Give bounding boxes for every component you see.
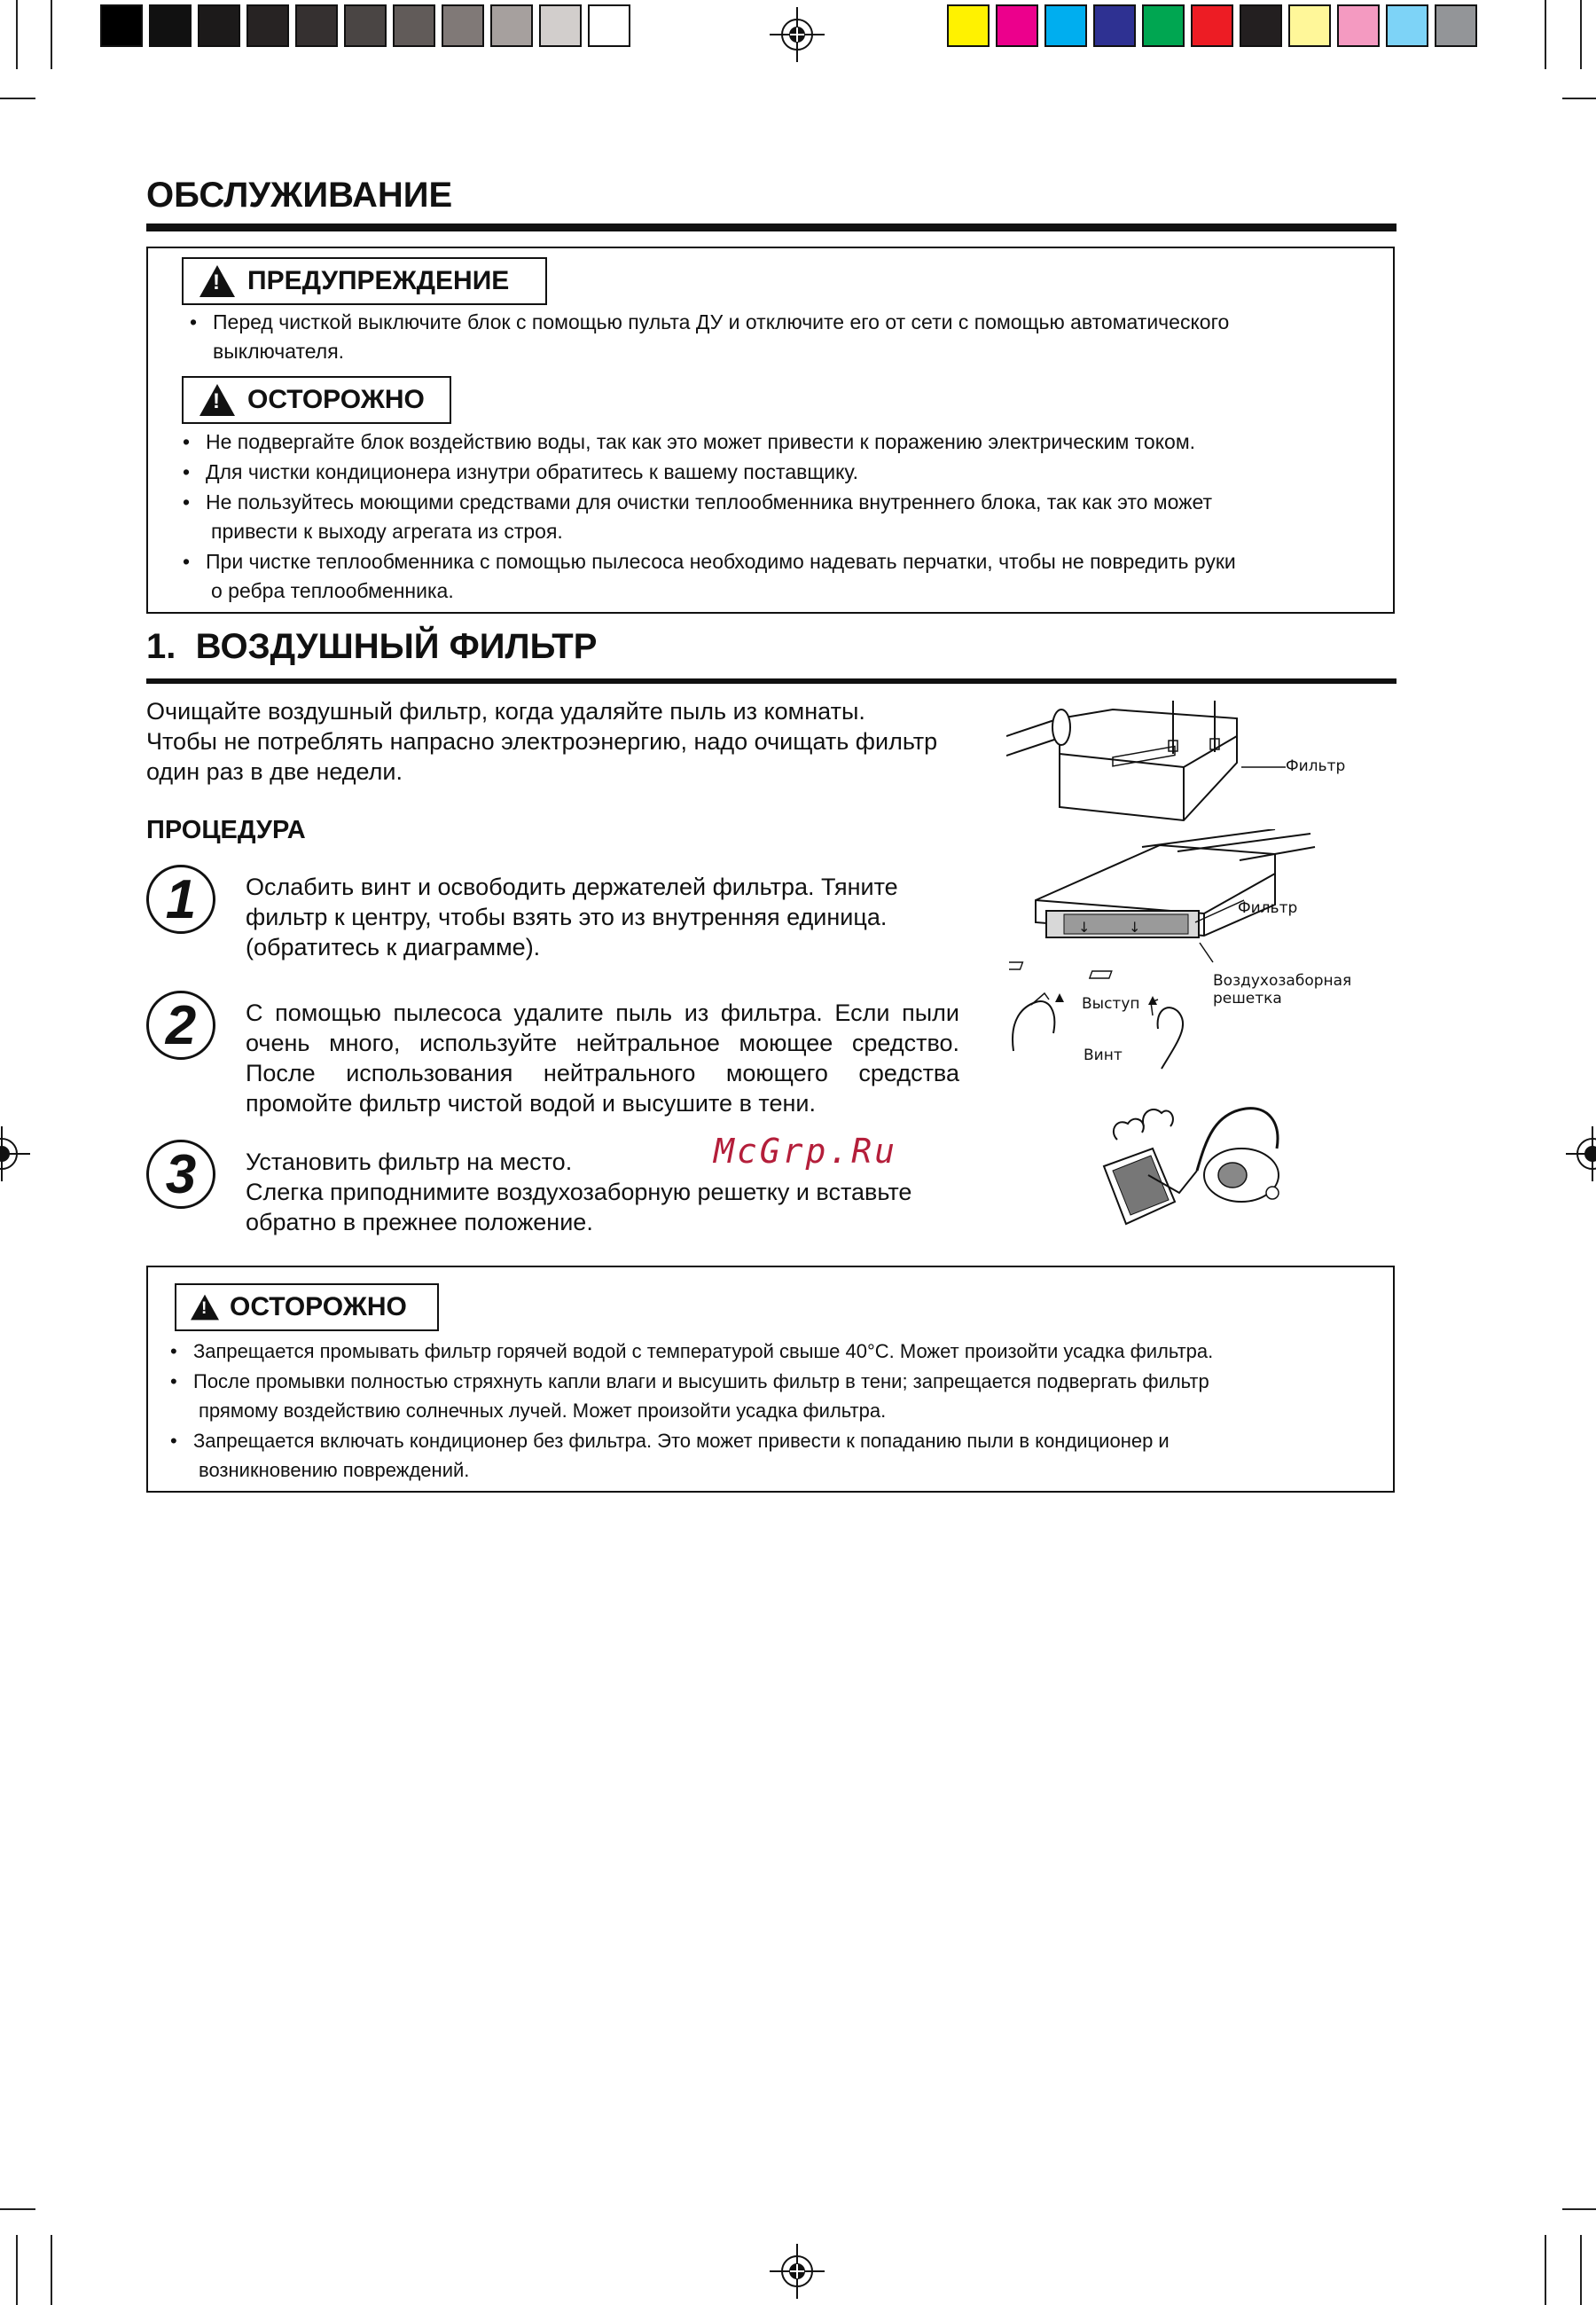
color-swatch (1044, 4, 1087, 47)
step-line: С помощью пылесоса удалите пыль из фильтра. Если пыли (246, 1000, 959, 1026)
figure-label-grille (1213, 972, 1351, 1007)
intro-paragraph (146, 696, 998, 787)
section-rule (146, 678, 1396, 684)
warning-triangle-icon (191, 1295, 219, 1321)
grille-label-line: решетка (1213, 990, 1282, 1007)
section-title: 1. ВОЗДУШНЫЙ ФИЛЬТР (146, 627, 598, 666)
caution-label-text: ОСТОРОЖНО (247, 385, 425, 414)
color-swatch (1337, 4, 1380, 47)
color-swatch-strip (947, 0, 1495, 50)
step-line: фильтр к центру, чтобы взять это из внутренняя единица. (246, 904, 888, 930)
procedure-title: ПРОЦЕДУРА (146, 816, 306, 844)
figure-label-filter-mid: Фильтр (1238, 899, 1298, 917)
color-swatch (1093, 4, 1136, 47)
color-swatch (149, 4, 192, 47)
caution-bottom-item: • Запрещается включать кондиционер без фильтра. Это может привести к попаданию пыли в кондиционер и возникновению повреждений. (193, 1426, 1381, 1485)
vacuum-cleaner-illustration (1099, 1086, 1303, 1246)
color-swatch (947, 4, 990, 47)
warning-triangle-icon (200, 265, 235, 297)
color-swatch (1435, 4, 1477, 47)
figure-label-filter-top: Фильтр (1286, 757, 1346, 775)
crop-mark (1580, 2235, 1582, 2305)
crop-mark (51, 2235, 52, 2305)
caution-item: • При чистке теплообменника с помощью пылесоса необходимо надевать перчатки, чтобы не повредить руки о ребра теплообменника. (206, 547, 1367, 606)
step-line: обратно в прежнее положение. (246, 1209, 593, 1235)
title-rule (146, 223, 1396, 231)
step-line: Установить фильтр на место. (246, 1149, 573, 1175)
crop-mark (16, 0, 18, 69)
warning-label (182, 257, 547, 305)
caution-item-line: Не пользуйтесь моющими средствами для очистки теплообменника внутреннего блока, так как это может (206, 490, 1213, 514)
color-swatch (588, 4, 630, 47)
registration-mark-top (770, 7, 825, 62)
warning-label-text: ПРЕДУПРЕЖДЕНИЕ (247, 266, 510, 295)
caution-bottom-item: • После промывки полностью стряхнуть капли влаги и высушить фильтр в тени; запрещается подвергать фильтр прямому воздействию солнечных лучей. Может произойти усадка фильтра. (193, 1367, 1381, 1425)
svg-text:↓: ↓ (1078, 919, 1091, 936)
filter-removal-illustration (1009, 829, 1346, 1078)
crop-mark (1545, 2235, 1546, 2305)
caution-item-line: возникновению повреждений. (199, 1459, 470, 1481)
caution-label-bottom (175, 1283, 439, 1331)
caution-item-line: Не подвергайте блок воздействию воды, так как это может привести к поражению электрическим током. (206, 430, 1196, 453)
color-swatch (539, 4, 582, 47)
crop-mark (1580, 0, 1582, 69)
color-swatch (246, 4, 289, 47)
registration-mark-left (0, 1126, 30, 1181)
figure-label-tab: Выступ (1082, 995, 1140, 1013)
color-swatch (490, 4, 533, 47)
step-line: (обратитесь к диаграмме). (246, 934, 541, 960)
crop-mark (51, 0, 52, 69)
caution-item-line: Для чистки кондиционера изнутри обратитесь к вашему поставщику. (206, 460, 859, 483)
color-swatch (1240, 4, 1282, 47)
intro-line: один раз в две недели. (146, 758, 403, 785)
caution-item-line: Запрещается включать кондиционер без фильтра. Это может привести к попаданию пыли в кондиционер и (193, 1430, 1170, 1452)
color-swatch (393, 4, 435, 47)
gray-swatch-strip (100, 0, 648, 50)
step-line: Ослабить винт и освободить держателей фильтра. Тяните (246, 874, 898, 900)
warning-triangle-icon (200, 384, 235, 416)
step-2-text (246, 998, 959, 1118)
grille-label-line: Воздухозаборная (1213, 972, 1352, 990)
warning-item-line: выключателя. (213, 340, 345, 363)
caution-item-line: о ребра теплообменника. (211, 579, 454, 602)
caution-item-line: Запрещается промывать фильтр горячей водой с температурой свыше 40°C. Может произойти усадка фильтра. (193, 1340, 1214, 1362)
color-swatch (1191, 4, 1233, 47)
caution-item-line: прямому воздействию солнечных лучей. Может произойти усадка фильтра. (199, 1399, 887, 1422)
crop-mark (0, 98, 35, 99)
page-title: ОБСЛУЖИВАНИЕ (146, 176, 453, 215)
step-line: очень много, используйте нейтральное моющее средство. (246, 1030, 959, 1056)
svg-text:↓: ↓ (1129, 919, 1141, 936)
color-swatch (344, 4, 387, 47)
caution-item: • Не подвергайте блок воздействию воды, так как это может привести к поражению электрическим током. (206, 427, 1367, 457)
watermark: McGrp.Ru (714, 1132, 898, 1171)
color-swatch (198, 4, 240, 47)
caution-item: • Для чистки кондиционера изнутри обратитесь к вашему поставщику. (206, 458, 1367, 487)
step-line: После использования нейтрального моющего средства (246, 1060, 959, 1086)
caution-item-line: После промывки полностью стряхнуть капли влаги и высушить фильтр в тени; запрещается подвергать фильтр (193, 1370, 1209, 1392)
step-1-text (246, 872, 959, 962)
warning-item-line: Перед чисткой выключите блок с помощью пульта ДУ и отключите его от сети с помощью автоматического (213, 310, 1230, 333)
caution-item-line: привести к выходу агрегата из строя. (211, 520, 563, 543)
color-swatch (1386, 4, 1428, 47)
caution-label-text: ОСТОРОЖНО (230, 1292, 407, 1321)
crop-mark (0, 2208, 35, 2210)
color-swatch (442, 4, 484, 47)
registration-mark-right (1566, 1126, 1596, 1181)
color-swatch (996, 4, 1038, 47)
color-swatch (295, 4, 338, 47)
crop-mark (1562, 98, 1596, 99)
intro-line: Очищайте воздушный фильтр, когда удаляйте пыль из комнаты. (146, 698, 865, 725)
step-line: Слегка приподнимите воздухозаборную решетку и вставьте (246, 1179, 912, 1205)
crop-mark (1562, 2208, 1596, 2210)
caution-label-top (182, 376, 451, 424)
color-swatch (1142, 4, 1185, 47)
caution-bottom-item: • Запрещается промывать фильтр горячей водой с температурой свыше 40°C. Может произойти усадка фильтра. (193, 1337, 1381, 1366)
color-swatch (1288, 4, 1331, 47)
registration-mark-bottom (770, 2244, 825, 2299)
color-swatch (100, 4, 143, 47)
step-line: промойте фильтр чистой водой и высушите в тени. (246, 1090, 816, 1117)
caution-item-line: При чистке теплообменника с помощью пылесоса необходимо надевать перчатки, чтобы не повредить руки (206, 550, 1236, 573)
figure-label-screw: Винт (1084, 1047, 1123, 1064)
caution-item: • Не пользуйтесь моющими средствами для очистки теплообменника внутреннего блока, так как это может привести к выходу агрегата из строя. (206, 488, 1367, 546)
step-number-3: 3 (146, 1140, 215, 1209)
crop-mark (1545, 0, 1546, 69)
step-number-1: 1 (146, 865, 215, 934)
intro-line: Чтобы не потреблять напрасно электроэнергию, надо очищать фильтр (146, 728, 938, 755)
crop-mark (16, 2235, 18, 2305)
warning-item: • Перед чисткой выключите блок с помощью пульта ДУ и отключите его от сети с помощью автоматического выключателя. (213, 308, 1365, 366)
step-number-2: 2 (146, 991, 215, 1060)
